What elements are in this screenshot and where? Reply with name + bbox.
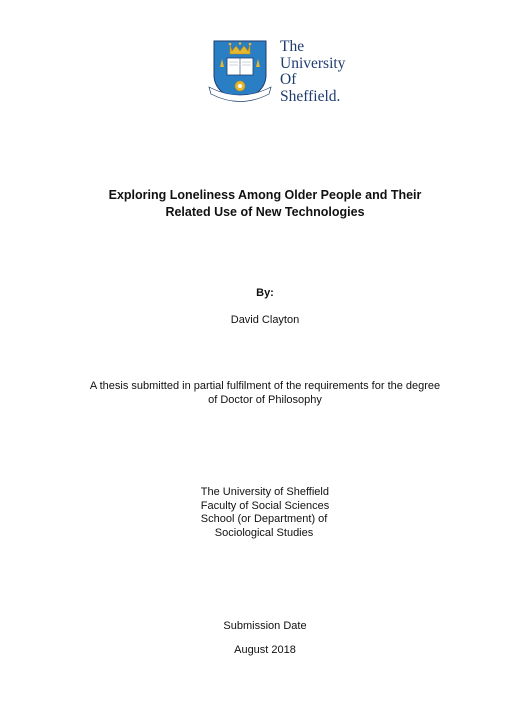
- statement-line: of Doctor of Philosophy: [208, 394, 322, 406]
- degree-statement: [0, 379, 530, 407]
- wordmark-line: Of: [280, 71, 297, 88]
- submission-date: August 2018: [234, 644, 296, 656]
- institution-line: Faculty of Social Sciences: [200, 499, 330, 512]
- wordmark-line: Sheffield.: [280, 87, 341, 105]
- wordmark-line: University: [280, 54, 346, 72]
- title-line: Exploring Loneliness Among Older People and Their: [108, 188, 422, 202]
- author-name: David Clayton: [230, 314, 300, 326]
- institution-line: School (or Department) of: [200, 513, 328, 525]
- university-wordmark: [280, 39, 345, 105]
- university-crest-icon: [208, 37, 272, 103]
- submission-date-label: Submission Date: [223, 620, 307, 632]
- by-label: By:: [256, 287, 274, 299]
- institution-block: [0, 486, 530, 540]
- thesis-title: [0, 187, 530, 221]
- statement-line: A thesis submitted in partial fulfilment of the requirements for the degree: [89, 380, 441, 392]
- title-line: Related Use of New Technologies: [165, 205, 365, 219]
- institution-line: The University of Sheffield: [200, 486, 329, 498]
- university-logo: [208, 37, 368, 109]
- wordmark-line: The: [280, 38, 305, 55]
- institution-line: Sociological Studies: [214, 526, 314, 539]
